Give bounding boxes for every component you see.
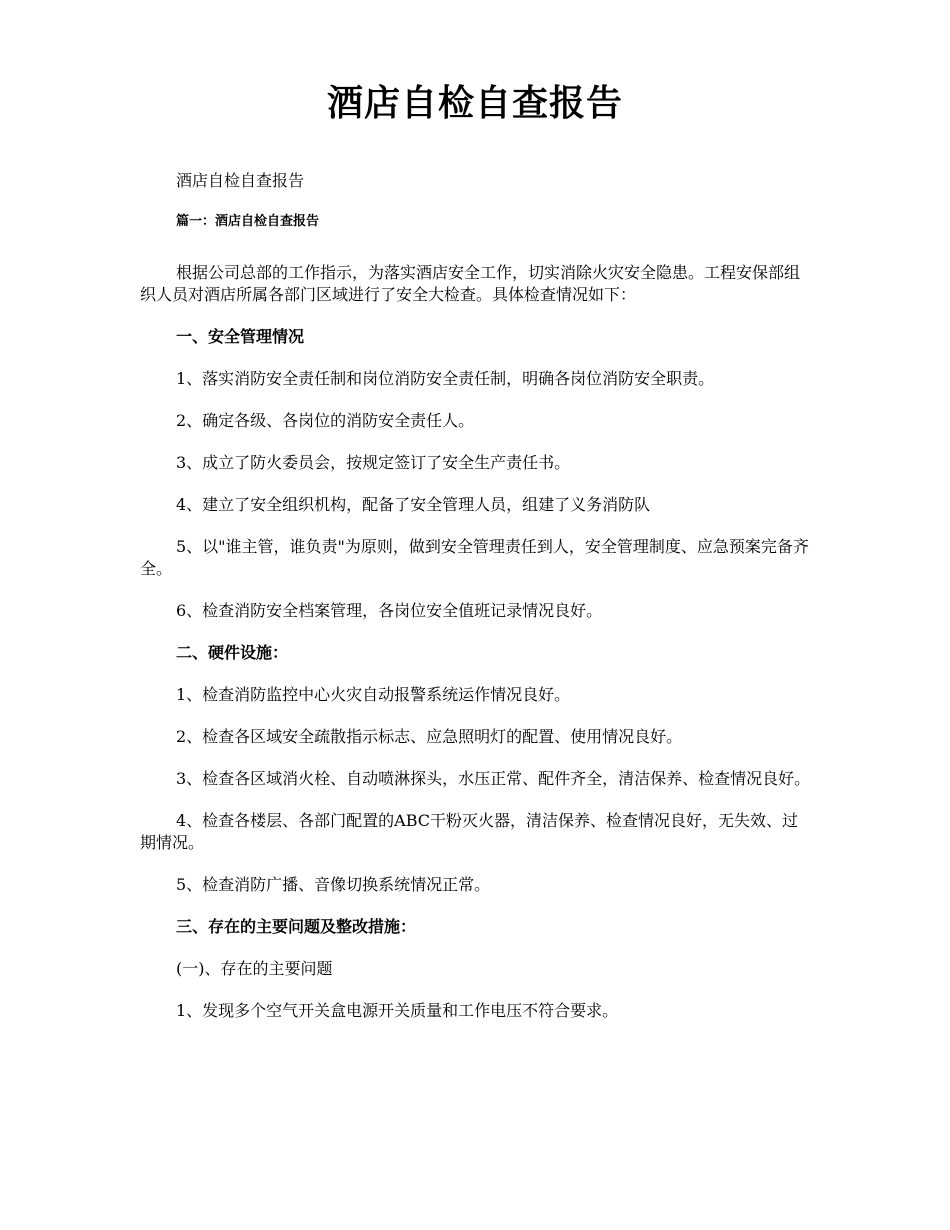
section-2-item-2: 2、检查各区域安全疏散指示标志、应急照明灯的配置、使用情况良好。	[176, 727, 683, 746]
section-1-item-1: 1、落实消防安全责任制和岗位消防安全责任制，明确各岗位消防安全职责。	[176, 369, 715, 388]
section-2-item-3: 3、检查各区域消火栓、自动喷淋探头，水压正常、配件齐全，清洁保养、检查情况良好。	[176, 769, 811, 788]
section-heading-2: 二、硬件设施：	[176, 643, 289, 662]
section-3-item-2: 1、发现多个空气开关盒电源开关质量和工作电压不符合要求。	[176, 1001, 619, 1020]
intro-paragraph: 根据公司总部的工作指示，为落实酒店安全工作，切实消除火灾安全隐患。工程安保部组织人员对酒店所属各部门区域进行了安全大检查。具体检查情况如下：	[140, 263, 801, 304]
document-title: 酒店自检自查报告	[326, 83, 623, 124]
section-1-item-5: 5、以"谁主管，谁负责"为原则，做到安全管理责任到人，安全管理制度、应急预案完备齐全。	[140, 537, 809, 578]
section-1-item-3: 3、成立了防火委员会，按规定签订了安全生产责任书。	[176, 453, 571, 472]
document-subtitle: 酒店自检自查报告	[176, 171, 305, 190]
section-1-item-6: 6、检查消防安全档案管理，各岗位安全值班记录情况良好。	[176, 601, 603, 620]
document-body	[140, 170, 812, 1022]
section-1-item-4: 4、建立了安全组织机构，配备了安全管理人员，组建了义务消防队	[176, 495, 651, 514]
section-heading-3: 三、存在的主要问题及整改措施：	[176, 917, 417, 936]
section-2-item-4: 4、检查各楼层、各部门配置的ABC干粉灭火器，清洁保养、检查情况良好，无失效、过期情况。	[140, 811, 799, 852]
section-1-item-2: 2、确定各级、各岗位的消防安全责任人。	[176, 411, 475, 430]
section-2-item-1: 1、检查消防监控中心火灾自动报警系统运作情况良好。	[176, 685, 571, 704]
section-3-item-1: (一)、存在的主要问题	[176, 959, 333, 978]
section-2-item-5: 5、检查消防广播、音像切换系统情况正常。	[176, 875, 491, 894]
section-heading-1: 一、安全管理情况	[176, 327, 305, 346]
chapter-heading: 篇一：酒店自检自查报告	[176, 214, 320, 229]
